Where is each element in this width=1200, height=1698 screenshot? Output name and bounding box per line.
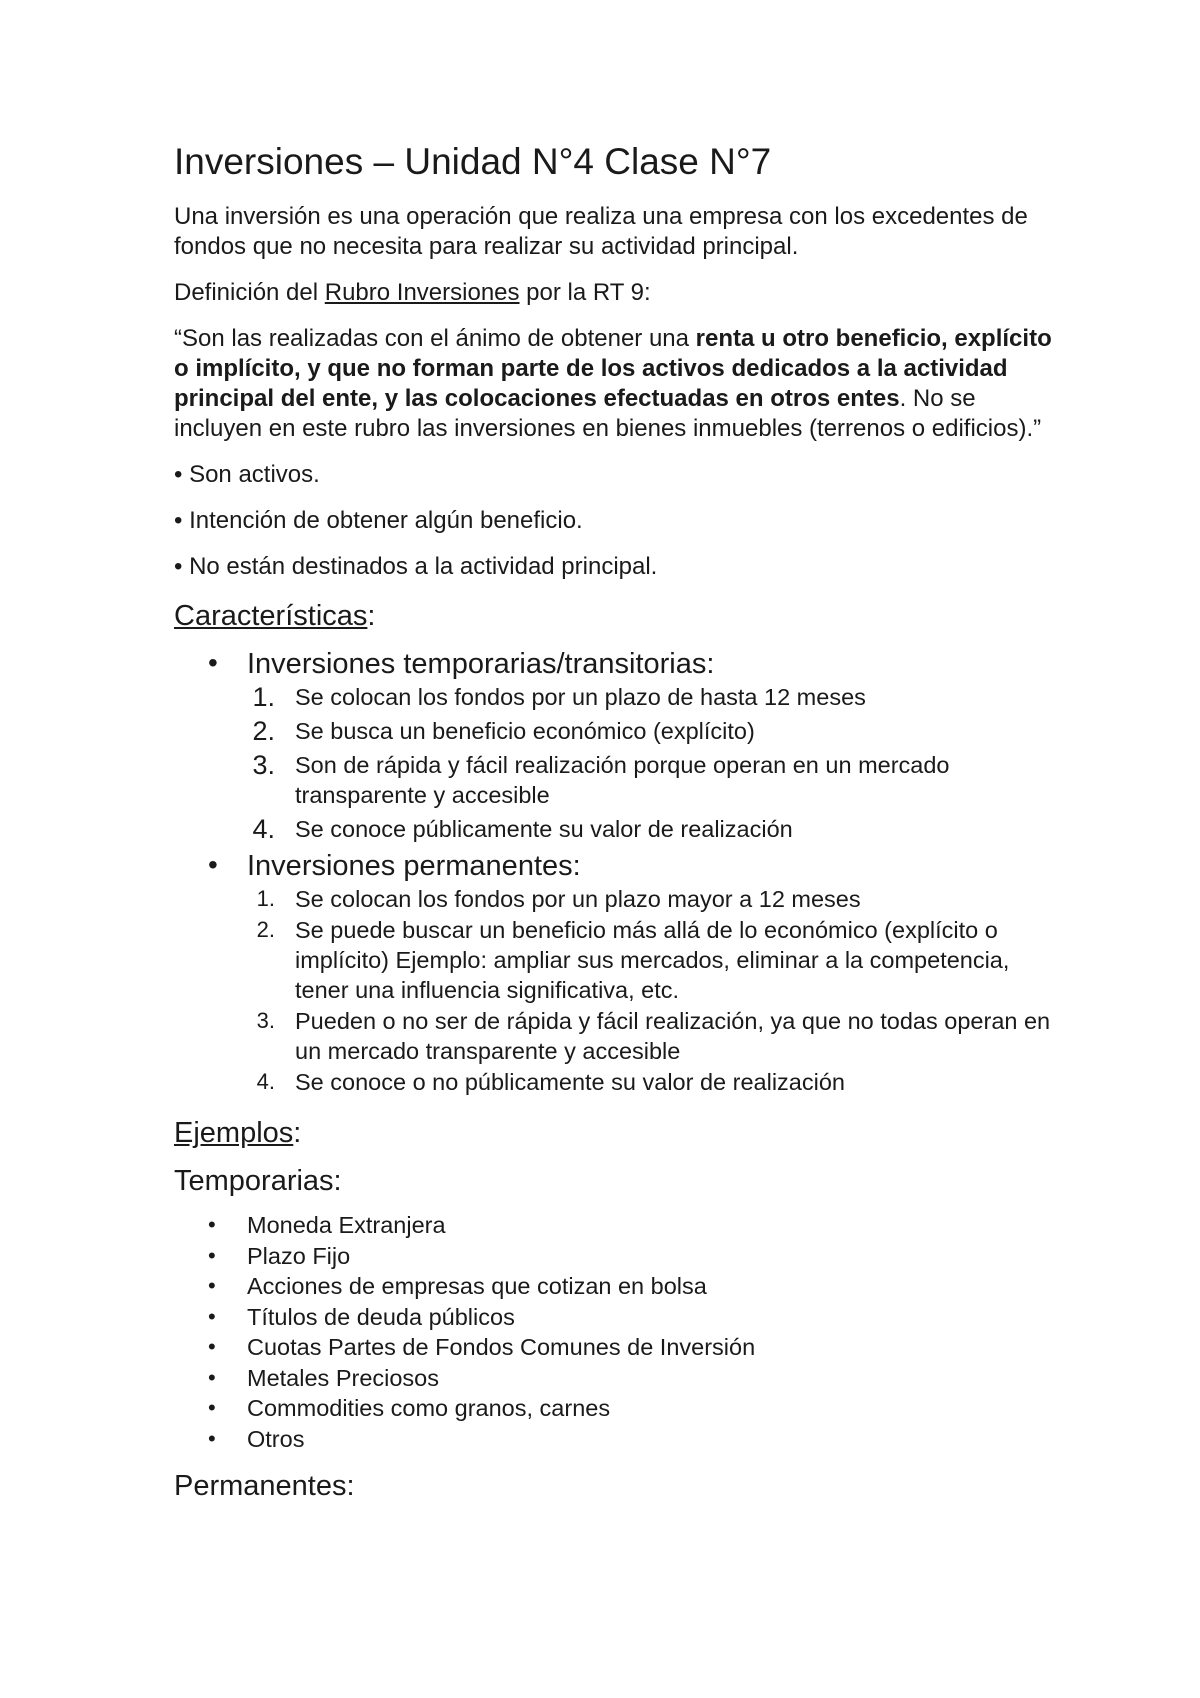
group-temporarias (174, 646, 1054, 844)
ejemplos-heading (174, 1115, 1054, 1153)
item-text: Pueden o no ser de rápida y fácil realización, ya que no todas operan en un mercado transparente y accesible (295, 1008, 1051, 1065)
rt9-quote (174, 324, 1054, 444)
item-text: Se colocan los fondos por un plazo de hasta 12 meses (295, 684, 866, 711)
list-item (247, 682, 1054, 712)
example-item (174, 1302, 1054, 1333)
example-text: Títulos de deuda públicos (247, 1303, 515, 1330)
group-title: Inversiones permanentes: (247, 850, 581, 883)
list-item (247, 884, 1054, 914)
example-item (174, 1210, 1054, 1241)
point-item: • Son activos. (174, 461, 320, 489)
caracteristicas-colon: : (367, 600, 376, 633)
bullet-icon: • (208, 1303, 216, 1329)
group-permanentes (174, 848, 1054, 1097)
list-item (247, 915, 1054, 1005)
point-item: • No están destinados a la actividad principal. (174, 553, 658, 581)
example-text: Metales Preciosos (247, 1364, 439, 1391)
definition-line (174, 278, 1054, 308)
example-item (174, 1363, 1054, 1394)
bullet-icon: • (208, 1242, 216, 1268)
permanentes-heading: Permanentes: (174, 1470, 355, 1503)
item-number: 2. (252, 716, 275, 747)
caracteristicas-list (174, 646, 1054, 1097)
group-title: Inversiones temporarias/transitorias: (247, 648, 715, 681)
temporarias-heading: Temporarias: (174, 1164, 342, 1197)
list-item (247, 1067, 1054, 1097)
example-text: Plazo Fijo (247, 1242, 351, 1269)
example-text: Moneda Extranjera (247, 1212, 446, 1239)
definition-suffix: por la RT 9: (519, 279, 651, 307)
example-item (174, 1393, 1054, 1424)
example-text: Acciones de empresas que cotizan en bolsa (247, 1273, 707, 1300)
bullet-icon: • (208, 1395, 216, 1421)
example-text: Commodities como granos, carnes (247, 1395, 611, 1422)
bullet-icon: • (208, 849, 218, 881)
item-number: 3. (252, 750, 275, 781)
item-number: 1. (252, 682, 275, 713)
page-title: Inversiones – Unidad N°4 Clase N°7 (174, 141, 772, 182)
item-number: 2. (256, 917, 275, 943)
point-item: • Intención de obtener algún beneficio. (174, 507, 583, 535)
ejemplos-colon: : (293, 1117, 302, 1150)
permanentes-items (247, 884, 1054, 1097)
example-text: Otros (247, 1425, 305, 1452)
item-text: Se conoce públicamente su valor de realización (295, 816, 793, 843)
item-number: 4. (256, 1069, 275, 1095)
bullet-icon: • (208, 1212, 216, 1238)
bullet-icon: • (208, 647, 218, 679)
quote-open: “Son las realizadas con el ánimo de obtener una (174, 325, 696, 353)
list-item (247, 716, 1054, 746)
quote-bold: renta u otro beneficio, explícito o implícito, y que no forman parte de los activos dedicados a la actividad principal del ente, y las colocaciones efectuadas en otros entes (174, 325, 1052, 413)
example-item (174, 1332, 1054, 1363)
bullet-icon: • (208, 1364, 216, 1390)
rubro-inversiones-link: Rubro Inversiones (324, 279, 520, 307)
item-text: Se busca un beneficio económico (explícito) (295, 718, 755, 745)
temporarias-examples (174, 1210, 1054, 1454)
caracteristicas-heading (174, 598, 1054, 636)
quote-close: . No se incluyen en este rubro las inversiones en bienes inmuebles (terrenos o edificios).” (174, 385, 1042, 443)
item-number: 3. (256, 1008, 275, 1034)
definition-prefix: Definición del (174, 279, 325, 307)
intro-paragraph: Una inversión es una operación que realiza una empresa con los excedentes de fondos que no necesita para realizar su actividad principal. (174, 203, 1028, 261)
list-item (247, 814, 1054, 844)
example-item (174, 1424, 1054, 1455)
item-text: Son de rápida y fácil realización porque operan en un mercado transparente y accesible (295, 752, 950, 809)
list-item (247, 1006, 1054, 1066)
item-number: 4. (252, 814, 275, 845)
item-text: Se colocan los fondos por un plazo mayor a 12 meses (295, 886, 861, 913)
list-item (247, 750, 1054, 810)
item-number: 1. (256, 886, 275, 912)
example-item (174, 1271, 1054, 1302)
bullet-icon: • (208, 1273, 216, 1299)
bullet-icon: • (208, 1334, 216, 1360)
item-text: Se conoce o no públicamente su valor de realización (295, 1069, 845, 1096)
temporarias-items (247, 682, 1054, 844)
caracteristicas-heading-text: Características (174, 600, 368, 633)
ejemplos-heading-text: Ejemplos (174, 1117, 294, 1150)
document-page (174, 140, 1054, 1516)
example-item (174, 1241, 1054, 1272)
example-text: Cuotas Partes de Fondos Comunes de Inversión (247, 1334, 756, 1361)
item-text: Se puede buscar un beneficio más allá de lo económico (explícito o implícito) Ejemplo: ampliar sus mercados, eliminar a la competencia, tener una influencia significativa, etc. (295, 917, 1010, 1004)
bullet-icon: • (208, 1425, 216, 1451)
